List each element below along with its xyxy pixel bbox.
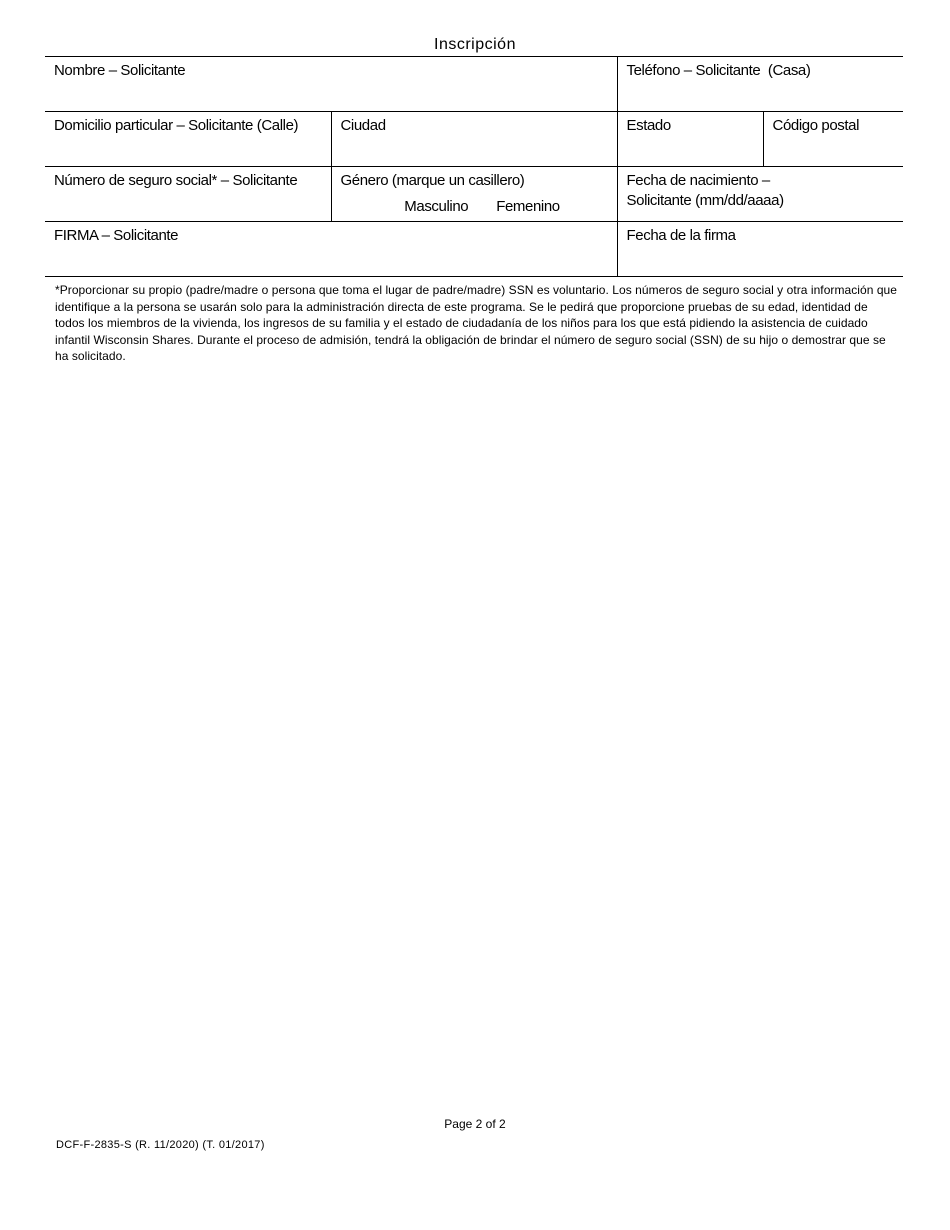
city-field[interactable]: [331, 112, 617, 167]
dob-field-label: Fecha de nacimiento – Solicitante (mm/dd/aaaa): [626, 172, 784, 209]
gender-field-label: Género (marque un casillero): [340, 172, 525, 189]
state-field[interactable]: [617, 112, 763, 167]
address-field-label: Domicilio particular – Solicitante (Calle): [54, 117, 299, 134]
signature-date-field[interactable]: [617, 222, 903, 277]
form-row-ssn: [45, 167, 903, 222]
gender-option-male[interactable]: [404, 197, 468, 217]
gender-option-female-label: Femenino: [496, 198, 560, 215]
address-field[interactable]: [45, 112, 331, 167]
dob-field[interactable]: [617, 167, 903, 222]
enrollment-form-table: [45, 56, 903, 277]
form-row-signature: [45, 222, 903, 277]
gender-option-male-label: Masculino: [404, 198, 469, 215]
gender-option-female[interactable]: [496, 197, 560, 217]
gender-options: [341, 197, 608, 217]
ssn-field-label: Número de seguro social* – Solicitante: [54, 172, 298, 189]
form-row-address: [45, 112, 903, 167]
form-row-name: [45, 57, 903, 112]
phone-field-label: Teléfono – Solicitante (Casa): [626, 62, 811, 79]
page-number: Page 2 of 2: [444, 1117, 506, 1131]
name-field-label: Nombre – Solicitante: [54, 62, 186, 79]
zip-field-label: Código postal: [772, 117, 860, 134]
gender-field: [331, 167, 617, 222]
ssn-footnote: *Proporcionar su propio (padre/madre o persona que toma el lugar de padre/madre) SSN es voluntario. Los números de seguro social y otra información que identifique a la persona se usarán solo para la administración directa de este programa. Se le pedirá que proporcione pruebas de su edad, identidad de todos los miembros de la vivienda, los ingresos de su familia y el estado de ciudadanía de los niños para los que está pidiendo la asistencia de cuidado infantil Wisconsin Shares. Durante el proceso de admisión, tendrá la obligación de brindar el número de seguro social (SSN) de su hijo o demostrar que se ha solicitado.: [55, 283, 898, 363]
signature-date-field-label: Fecha de la firma: [626, 227, 736, 244]
form-id: DCF-F-2835-S (R. 11/2020) (T. 01/2017): [56, 1139, 265, 1151]
phone-field[interactable]: [617, 57, 903, 112]
signature-field-label: FIRMA – Solicitante: [54, 227, 179, 244]
city-field-label: Ciudad: [340, 117, 386, 134]
state-field-label: Estado: [626, 117, 671, 134]
ssn-field[interactable]: [45, 167, 331, 222]
signature-field[interactable]: [45, 222, 617, 277]
name-field[interactable]: [45, 57, 617, 112]
form-title: Inscripción: [434, 36, 516, 53]
zip-field[interactable]: [763, 112, 903, 167]
